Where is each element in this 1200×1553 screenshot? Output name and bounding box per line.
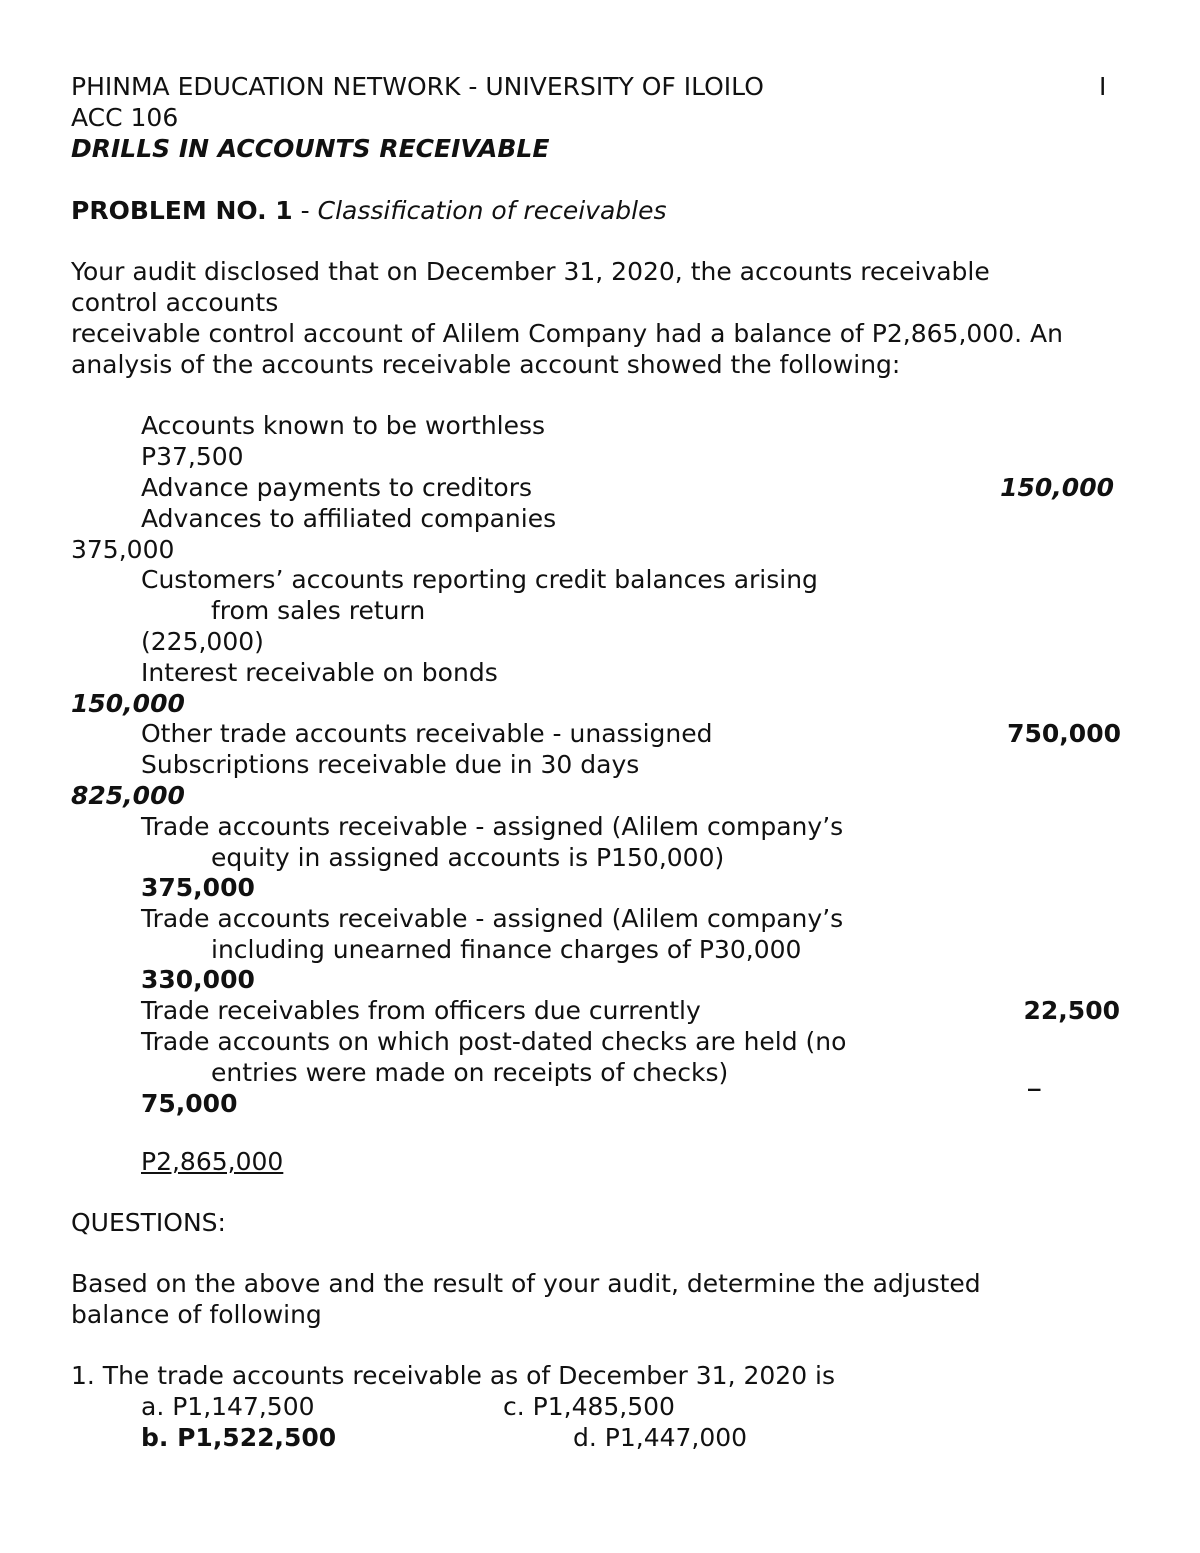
corner-mark: I <box>1099 72 1107 101</box>
item-description: Trade receivables from officers due currently <box>141 996 701 1025</box>
item-amount: 825,000 <box>71 781 185 810</box>
item-description-cont: equity in assigned accounts is P150,000) <box>211 843 725 872</box>
item-description: Trade accounts receivable - assigned (Alilem company’s <box>141 904 844 933</box>
item-description: Other trade accounts receivable - unassigned <box>141 719 713 748</box>
item-amount: (225,000) <box>141 627 264 656</box>
course-code: ACC 106 <box>71 103 179 132</box>
item-amount: P37,500 <box>141 442 244 471</box>
problem-separator: - <box>292 196 318 225</box>
intro-line: Your audit disclosed that on December 31, 2020, the accounts receivable <box>71 257 990 286</box>
item-description: Accounts known to be worthless <box>141 411 546 440</box>
item-amount: 75,000 <box>141 1089 238 1118</box>
choice-c: c. P1,485,500 <box>503 1392 675 1421</box>
total-amount: P2,865,000 <box>141 1147 284 1176</box>
item-description-cont: including unearned finance charges of P30,000 <box>211 935 802 964</box>
item-amount: 750,000 <box>1007 719 1121 748</box>
document-title: DRILLS IN ACCOUNTS RECEIVABLE <box>71 134 550 163</box>
item-description: Trade accounts on which post-dated checks are held (no <box>141 1027 847 1056</box>
intro-line: control accounts <box>71 288 279 317</box>
item-description: Customers’ accounts reporting credit balances arising <box>141 565 818 594</box>
item-description: Advances to affiliated companies <box>141 504 557 533</box>
choice-b: b. P1,522,500 <box>141 1423 337 1452</box>
blank-mark: _ <box>1028 1062 1041 1091</box>
item-description: Interest receivable on bonds <box>141 658 498 687</box>
item-amount: 150,000 <box>1000 473 1114 502</box>
item-description-cont: from sales return <box>211 596 426 625</box>
question-1-text: 1. The trade accounts receivable as of December 31, 2020 is <box>71 1361 836 1390</box>
item-amount: 150,000 <box>71 689 185 718</box>
problem-number: PROBLEM NO. 1 <box>71 196 293 225</box>
item-amount: 375,000 <box>71 535 175 564</box>
intro-line: analysis of the accounts receivable account showed the following: <box>71 350 901 379</box>
intro-line: receivable control account of Alilem Company had a balance of P2,865,000. An <box>71 319 1063 348</box>
choice-a: a. P1,147,500 <box>141 1392 315 1421</box>
choice-d: d. P1,447,000 <box>573 1423 748 1452</box>
item-description: Trade accounts receivable - assigned (Alilem company’s <box>141 812 844 841</box>
item-description: Advance payments to creditors <box>141 473 533 502</box>
item-amount: 22,500 <box>1023 996 1120 1025</box>
questions-heading: QUESTIONS: <box>71 1208 226 1237</box>
questions-intro-line: Based on the above and the result of your audit, determine the adjusted <box>71 1269 981 1298</box>
questions-intro-line: balance of following <box>71 1300 322 1329</box>
item-description: Subscriptions receivable due in 30 days <box>141 750 640 779</box>
problem-heading <box>71 195 667 226</box>
problem-topic: Classification of receivables <box>317 196 667 225</box>
item-description-cont: entries were made on receipts of checks) <box>211 1058 729 1087</box>
item-amount: 330,000 <box>141 965 255 994</box>
item-amount: 375,000 <box>141 873 255 902</box>
org-name: PHINMA EDUCATION NETWORK - UNIVERSITY OF ILOILO <box>71 72 764 101</box>
